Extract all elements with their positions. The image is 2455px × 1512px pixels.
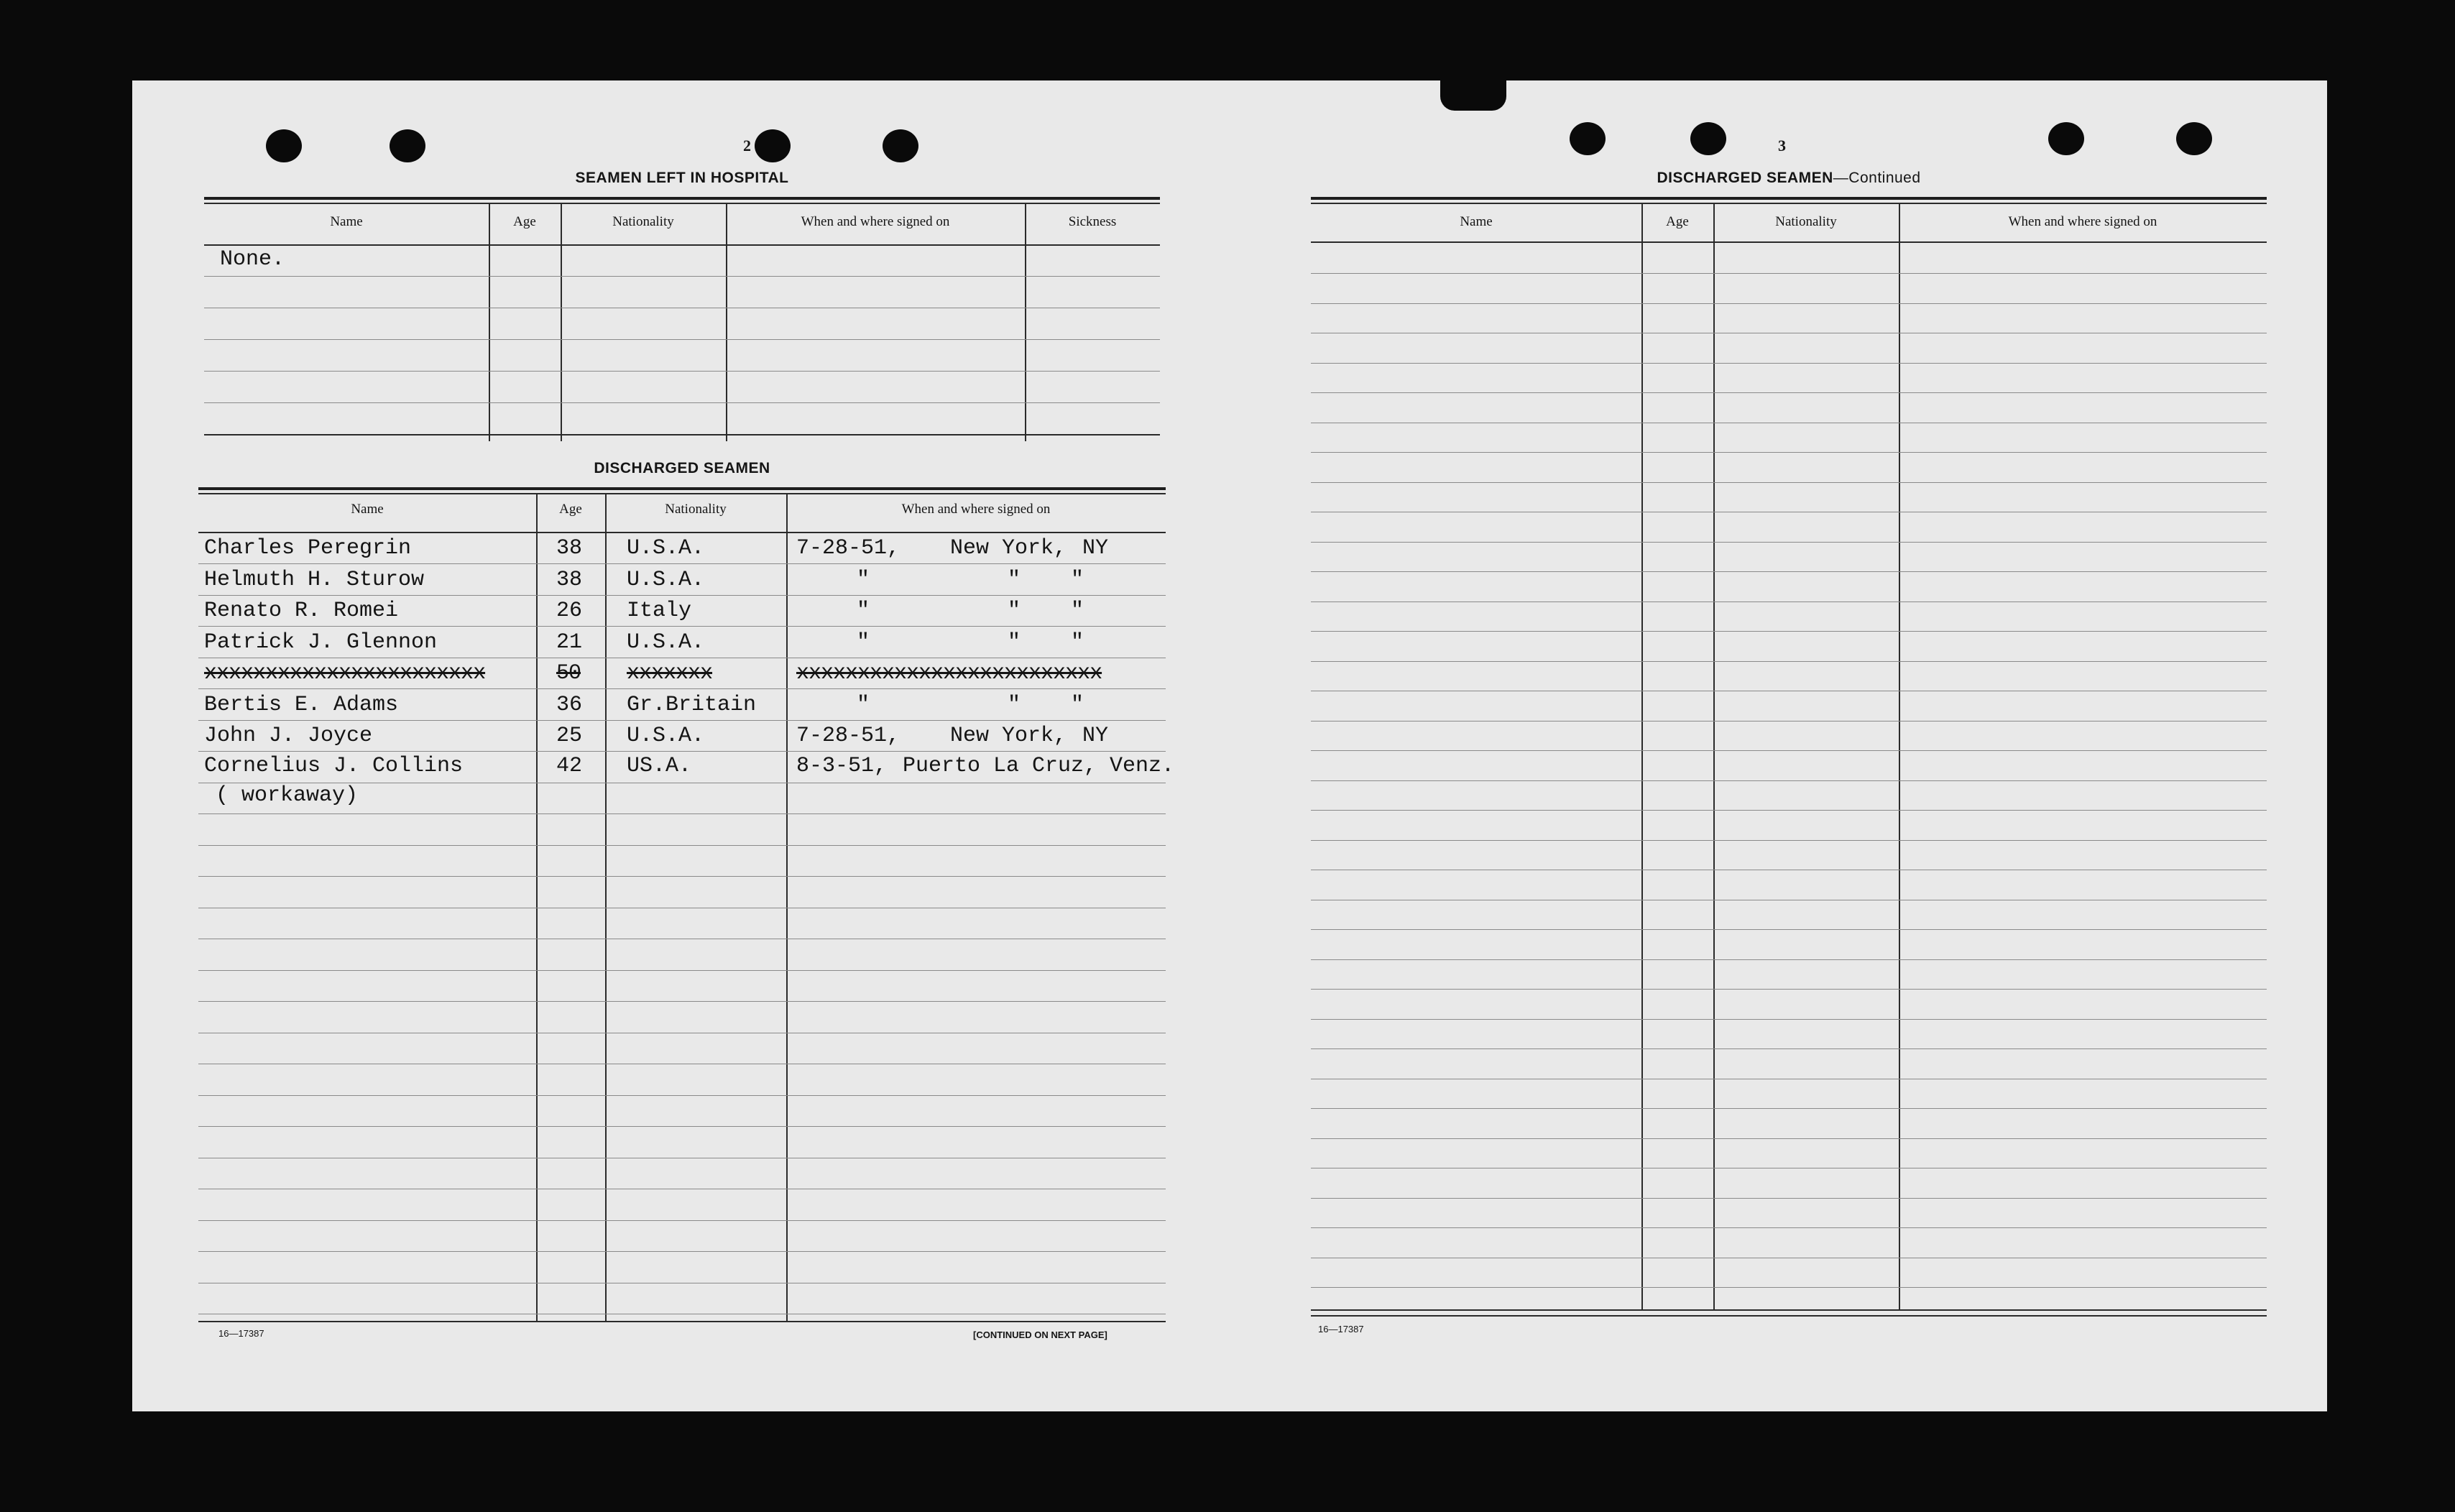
seaman-age: 42 [556, 754, 583, 778]
col-nationality: Nationality [612, 214, 674, 229]
seaman-nationality: xxxxxxx [627, 661, 713, 686]
title-suffix: —Continued [1833, 170, 1921, 186]
row-line [1311, 989, 2267, 990]
row-line [198, 813, 1166, 814]
seaman-name: xxxxxxxxxxxxxxxxxxxxxxx [204, 661, 486, 686]
signed-on-place: Puerto La Cruz, Venz. [903, 754, 1175, 778]
seaman-name: Patrick J. Glennon [204, 630, 438, 655]
signed-on-date: " [857, 568, 870, 592]
signed-on-place: " [1008, 568, 1021, 592]
signed-on-state: NY [1082, 724, 1109, 748]
punch-hole [883, 129, 918, 162]
punch-hole [1570, 122, 1606, 155]
punch-hole [1690, 122, 1726, 155]
col-name: Name [351, 502, 384, 517]
col-name: Name [330, 214, 363, 229]
row-line [1311, 1048, 2267, 1049]
seaman-name: Charles Peregrin [204, 536, 412, 561]
row-line [1311, 840, 2267, 841]
seaman-age: 26 [556, 599, 583, 623]
signed-on-place: " [1008, 630, 1021, 655]
discharged-section-title: DISCHARGED SEAMEN [594, 460, 770, 476]
title-main: DISCHARGED SEAMEN [1657, 170, 1833, 186]
signed-on-place: New York, [950, 536, 1067, 561]
row-line [1311, 303, 2267, 304]
discharged-table [198, 487, 1175, 1407]
signed-on-state: NY [1082, 536, 1109, 561]
signed-on-place: " [1008, 599, 1021, 623]
signed-on-state: " [1071, 693, 1084, 717]
seaman-age: 25 [556, 724, 583, 748]
row-line [1311, 959, 2267, 960]
signed-on-date: " [857, 630, 870, 655]
row-line [1311, 721, 2267, 722]
row-line [1311, 542, 2267, 543]
seaman-name: Renato R. Romei [204, 599, 399, 623]
seaman-name: Helmuth H. Sturow [204, 568, 425, 592]
seaman-age: 38 [556, 568, 583, 592]
paper-notch [1440, 80, 1506, 111]
signed-on-date: 7-28-51, [796, 536, 901, 561]
col-age: Age [513, 214, 536, 229]
seaman-age: 50 [556, 661, 581, 686]
page-number: 2 [743, 137, 751, 155]
seaman-nationality: Gr.Britain [627, 693, 757, 717]
seaman-age: 21 [556, 630, 583, 655]
row-line [1311, 1108, 2267, 1109]
signed-on-place: New York, [950, 724, 1067, 748]
page-number: 3 [1778, 137, 1786, 155]
form-number: 16—17387 [218, 1328, 264, 1339]
discharged-continued-table [1311, 197, 2267, 1411]
row-line [198, 1095, 1166, 1096]
row-line [198, 1251, 1166, 1252]
hospital-section-title: SEAMEN LEFT IN HOSPITAL [575, 170, 789, 186]
signed-on-date: " [857, 599, 870, 623]
col-age: Age [559, 502, 582, 517]
row-line [198, 845, 1166, 846]
row-line [1311, 1019, 2267, 1020]
document-sheet [132, 80, 2327, 1411]
row-line [198, 751, 1166, 752]
row-line [198, 626, 1166, 627]
signed-on-date: 7-28-51, [796, 724, 901, 748]
signed-on-state: " [1071, 630, 1084, 655]
col-when-where: When and where signed on [2008, 214, 2157, 229]
seaman-nationality: U.S.A. [627, 568, 705, 592]
row-line [1311, 1227, 2267, 1228]
row-line [1311, 571, 2267, 572]
continued-note: [CONTINUED ON NEXT PAGE] [973, 1329, 1107, 1340]
seaman-age: 38 [556, 536, 583, 561]
row-line [1311, 661, 2267, 662]
row-line [1311, 1138, 2267, 1139]
seaman-name: Cornelius J. Collins [204, 754, 464, 778]
row-line [198, 970, 1166, 971]
punch-hole [2048, 122, 2084, 155]
col-when-where: When and where signed on [801, 214, 950, 229]
row-line [1311, 750, 2267, 751]
col-nationality: Nationality [1775, 214, 1837, 229]
discharged-continued-title [1311, 170, 2267, 187]
seaman-nationality: U.S.A. [627, 630, 705, 655]
col-nationality: Nationality [665, 502, 727, 517]
row-line [198, 876, 1166, 877]
signed-on-date: " [857, 693, 870, 717]
form-number: 16—17387 [1318, 1324, 1364, 1334]
col-sickness: Sickness [1068, 214, 1117, 229]
signed-on-date: 8-3-51, [796, 754, 888, 778]
row-line [1311, 810, 2267, 811]
seaman-nationality: U.S.A. [627, 536, 705, 561]
seaman-name: John J. Joyce [204, 724, 373, 748]
seaman-nationality: US.A. [627, 754, 692, 778]
punch-hole [266, 129, 302, 162]
col-when-where: When and where signed on [901, 502, 1051, 517]
signed-on-state: " [1071, 599, 1084, 623]
col-name: Name [1460, 214, 1493, 229]
row-line [1311, 392, 2267, 393]
row-line [1311, 452, 2267, 453]
row-line [1311, 601, 2267, 602]
row-line [1311, 1287, 2267, 1288]
seaman-nationality: Italy [627, 599, 692, 623]
punch-hole [2176, 122, 2212, 155]
row-line [198, 1001, 1166, 1002]
row-line [1311, 780, 2267, 781]
row-line [198, 563, 1166, 564]
row-line [1311, 482, 2267, 483]
seaman-name: Bertis E. Adams [204, 693, 399, 717]
signed-on-date: xxxxxxxxxxxxxxxxxxxxxxxxx [796, 661, 1102, 686]
row-line [1311, 929, 2267, 930]
signed-on-state: " [1071, 568, 1084, 592]
seaman-nationality: U.S.A. [627, 724, 705, 748]
row-line [1311, 363, 2267, 364]
row-line [198, 720, 1166, 721]
seaman-age: 36 [556, 693, 583, 717]
row-line [198, 1220, 1166, 1221]
row-line [1311, 273, 2267, 274]
row-line [198, 1126, 1166, 1127]
row-line [198, 595, 1166, 596]
row-line [1311, 631, 2267, 632]
col-age: Age [1666, 214, 1689, 229]
punch-hole [755, 129, 791, 162]
row-line [1311, 1198, 2267, 1199]
seaman-name: ( workaway) [216, 783, 359, 808]
punch-hole [390, 129, 425, 162]
hospital-entry: None. [220, 247, 285, 272]
row-line [198, 688, 1166, 689]
signed-on-place: " [1008, 693, 1021, 717]
